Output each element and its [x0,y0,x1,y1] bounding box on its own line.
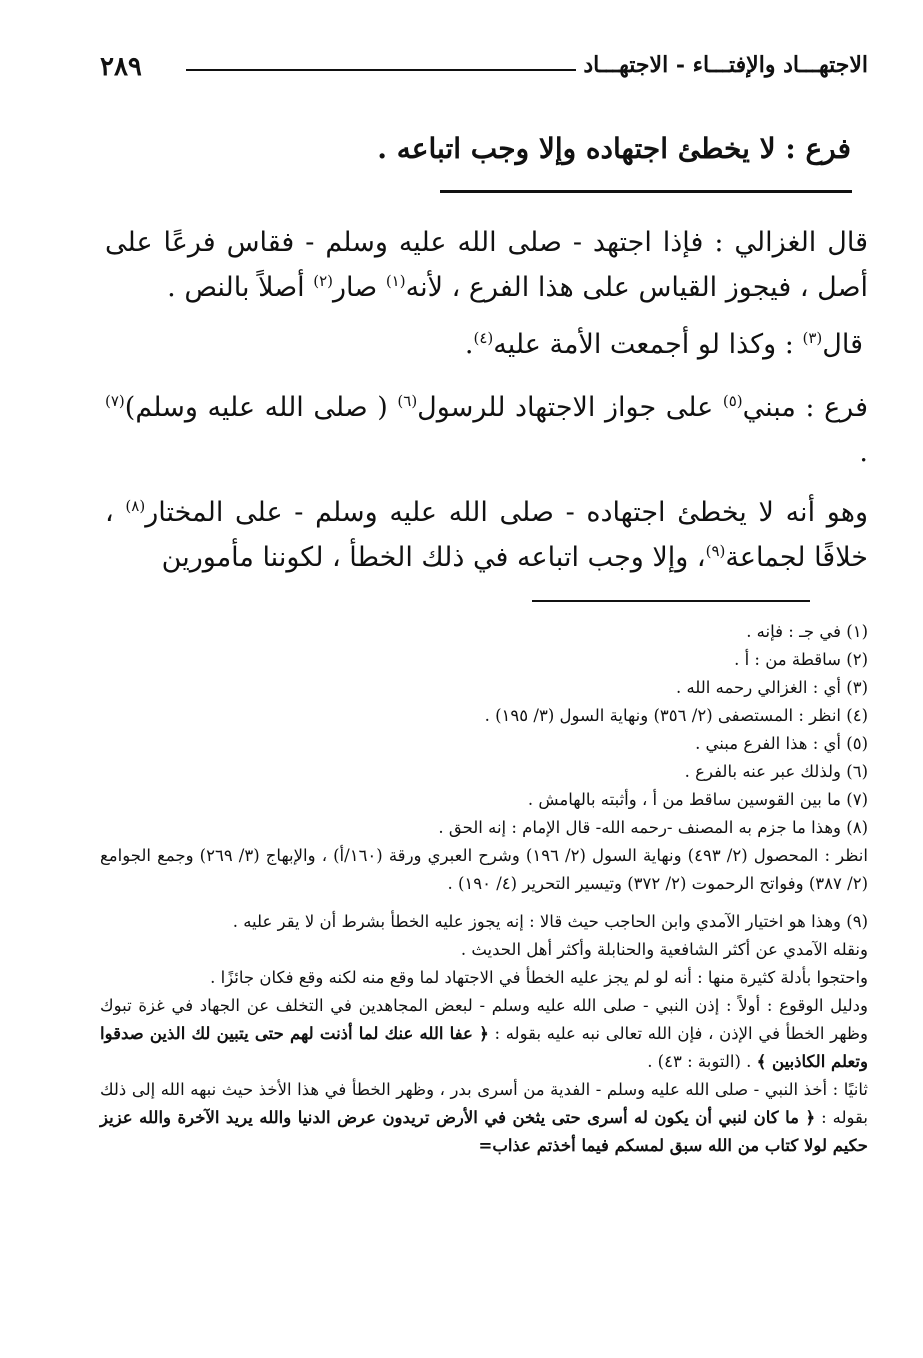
paragraph-far-mabni: فرع : مبني$^{(٥)}$ على جواز الاجتهاد للرسول$^{(٦)}$ ( صلى الله عليه وسلم)$^{(٧)}$ . [105,392,868,468]
page-header [100,52,868,92]
quran-quote-1: ﴿ عفا الله عنك لما أذنت لهم حتى يتبين لك الذين صدقوا وتعلم الكاذبين ﴾ [100,1024,868,1071]
footnote-marker-9: (٩) [705,542,726,560]
running-title: الاجتهـــاد والإفتـــاء - الاجتهـــاد [583,52,868,78]
footnote-marker-8: (٨) [125,497,146,515]
heading-rule [440,190,852,193]
footnote-9-evidence-1: ودليل الوقوع : أولاً : إذن النبي - صلى الله عليه وسلم - لبعض المجاهدين في التخلف عن الجهاد في غزة تبوك وظهر الخطأ في الإذن ، فإن الله تعالى نبه عليه بقوله : ﴿ عفا الله عنك لما أذنت لهم حتى يتبين لك الذين صدقوا وتعلم الكاذبين ﴾ . (التوبة : ٤٣) . [100,996,868,1071]
footnote-marker-2: (٢) [313,272,334,290]
footnote-8-references: انظر : المحصول (٢/ ٤٩٣) ونهاية السول (٢/ ١٩٦) وشرح العبري ورقة (١٦٠/أ) ، والإبهاج (٣/ ٢٦٩) وجمع الجوامع (٢/ ٣٨٧) وفواتح الرحموت (٢/ ٣٧٢) وتيسير التحرير (٤/ ١٩٠) . [100,846,868,893]
footnote-marker-6: (٦) [397,392,418,410]
header-rule [186,69,576,71]
footnote-3: (٣) أي : الغزالي رحمه الله . [675,678,868,697]
footnote-marker-1: (١) [385,272,406,290]
footnote-marker-5: (٥) [722,392,743,410]
footnote-9-line-3: واحتجوا بأدلة كثيرة منها : أنه لو لم يجز عليه الخطأ في الاجتهاد لما وقع منه لكنه وقع فكان جائزًا . [210,968,868,987]
footnote-7: (٧) ما بين القوسين ساقط من أ ، وأثبته بالهامش . [527,790,868,809]
footnote-marker-7: (٧) [105,392,125,410]
footnote-9-line-2: ونقله الآمدي عن أكثر الشافعية والحنابلة وأكثر أهل الحديث . [460,940,868,959]
paragraph-ijma: قال$^{(٣)}$ : وكذا لو أجمعت الأمة عليه$^{(٤)}$. [464,329,863,360]
page-number: ٢٨٩ [100,52,142,82]
footnote-8: (٨) وهذا ما جزم به المصنف -رحمه الله- قال الإمام : إنه الحق . [438,818,868,837]
footnote-separator [532,600,810,602]
footnote-5: (٥) أي : هذا الفرع مبني . [695,734,868,753]
footnote-4: (٤) انظر : المستصفى (٢/ ٣٥٦) ونهاية السول (٣/ ١٩٥) . [484,706,868,725]
quran-quote-2: ﴿ ما كان لنبي أن يكون له أسرى حتى يثخن في الأرض تريدون عرض الدنيا والله يريد الآخرة والله عزيز حكيم لولا كتاب من الله سبق لمسكم فيما أخذتم عذاب= [100,1108,868,1155]
footnote-9: (٩) وهذا هو اختيار الآمدي وابن الحاجب حيث قالا : إنه يجوز عليه الخطأ بشرط أن لا يقر عليه . [232,912,868,931]
footnote-marker-4: (٤) [473,329,494,347]
footnotes [100,618,868,1160]
footnote-marker-3: (٣) [802,329,823,347]
paragraph-la-yukhti: وهو أنه لا يخطئ اجتهاده - صلى الله عليه وسلم - على المختار$^{(٨)}$ ، خلافًا لجماعة$^{(٩)}$، وإلا وجب اتباعه في ذلك الخطأ ، لكوننا مأمورين [105,497,868,573]
footnote-1: (١) في جـ : فإنه . [746,622,868,641]
footnote-9-evidence-2: ثانيًا : أخذ النبي - صلى الله عليه وسلم - الفدية من أسرى بدر ، وظهر الخطأ في هذا الأخذ حيث نبهه الله إلى ذلك بقوله : ﴿ ما كان لنبي أن يكون له أسرى حتى يثخن في الأرض تريدون عرض الدنيا والله يريد الآخرة والله عزيز حكيم لولا كتاب من الله سبق لمسكم فيما أخذتم عذاب= [100,1080,869,1155]
section-heading: فرع : لا يخطئ اجتهاده وإلا وجب اتباعه . [377,132,851,165]
footnote-6: (٦) ولذلك عبر عنه بالفرع . [684,762,868,781]
footnote-2: (٢) ساقطة من : أ . [734,650,868,669]
paragraph-ghazali: قال الغزالي : فإذا اجتهد - صلى الله عليه وسلم - فقاس فرعًا على أصل ، فيجوز القياس على هذا الفرع ، لأنه$^{(١)}$ صار$^{(٢)}$ أصلاً بالنص . [105,227,868,303]
